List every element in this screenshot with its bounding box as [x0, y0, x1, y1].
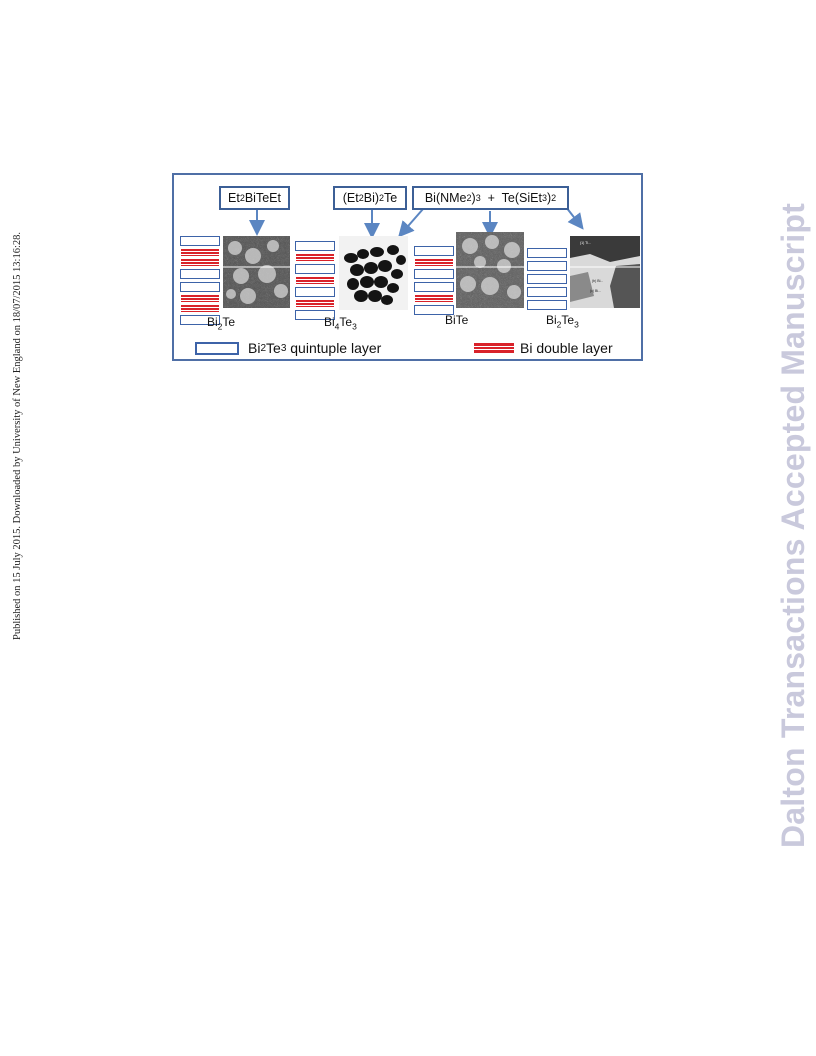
tem-image-bi2te3 — [570, 236, 640, 308]
quintuple-layer — [527, 261, 567, 271]
sem-image-bi2te — [223, 236, 290, 308]
quintuple-layer — [414, 282, 454, 292]
legend-bi-double-layer: Bi double layer — [474, 340, 613, 356]
quintuple-layer — [414, 269, 454, 279]
sem-image-bite — [456, 232, 524, 308]
bi-double-layer — [296, 300, 334, 307]
graphical-abstract-figure — [172, 173, 643, 361]
bi-double-layer — [181, 259, 219, 266]
layer-stack-bite — [414, 246, 454, 318]
quintuple-layer — [295, 241, 335, 251]
quintuple-layer — [295, 264, 335, 274]
bi-double-layer — [181, 295, 219, 302]
legend-swatch-bi-double — [474, 343, 514, 353]
phase-label-bi4te3: $Bi_4Te_3$ — [324, 315, 357, 332]
quintuple-layer — [180, 269, 220, 279]
precursor-box-bi-nme2-te-siet3: Bi(NMe 2 ) 3 + Te(SiEt 3 ) 2 — [412, 186, 569, 210]
legend-quintuple-layer: Bi 2 Te 3 quintuple layer — [195, 340, 381, 356]
arrow-3 — [402, 209, 423, 233]
layer-stack-bi4te3 — [295, 241, 335, 323]
tem-image-bi4te3 — [339, 236, 408, 310]
bi-double-layer — [296, 254, 334, 261]
precursor-box-et2bi2te: (Et 2 Bi) 2 Te — [333, 186, 407, 210]
quintuple-layer — [180, 236, 220, 246]
precursor-box-et2biteet: Et 2 BiTeEt — [219, 186, 290, 210]
quintuple-layer — [527, 274, 567, 284]
quintuple-layer — [527, 287, 567, 297]
quintuple-layer — [414, 246, 454, 256]
phase-label-bi2te: $Bi_2Te$ — [207, 315, 236, 332]
phase-label-bite: BiTe — [445, 313, 469, 327]
svg-text:(1) Ti...: (1) Ti... — [580, 241, 591, 245]
quintuple-layer — [527, 248, 567, 258]
bi-double-layer — [296, 277, 334, 284]
quintuple-layer — [295, 287, 335, 297]
bi-double-layer — [181, 305, 219, 312]
bi-double-layer — [415, 259, 453, 266]
svg-text:(b) Bi...: (b) Bi... — [592, 279, 604, 283]
legend-swatch-quintuple — [195, 342, 239, 355]
phase-label-bi2te3: $Bi_2Te_3$ — [546, 313, 579, 330]
bi-double-layer — [181, 249, 219, 256]
quintuple-layer — [527, 300, 567, 310]
journal-watermark: Dalton Transactions Accepted Manuscript — [775, 203, 811, 848]
quintuple-layer — [180, 282, 220, 292]
svg-text:(c) Bi...: (c) Bi... — [590, 289, 602, 293]
bi-double-layer — [415, 295, 453, 302]
publication-side-note: Published on 15 July 2015. Downloaded by University of New England on 18/07/2015 13:16:28. — [12, 231, 23, 640]
layer-stack-bi2te3 — [527, 248, 567, 313]
